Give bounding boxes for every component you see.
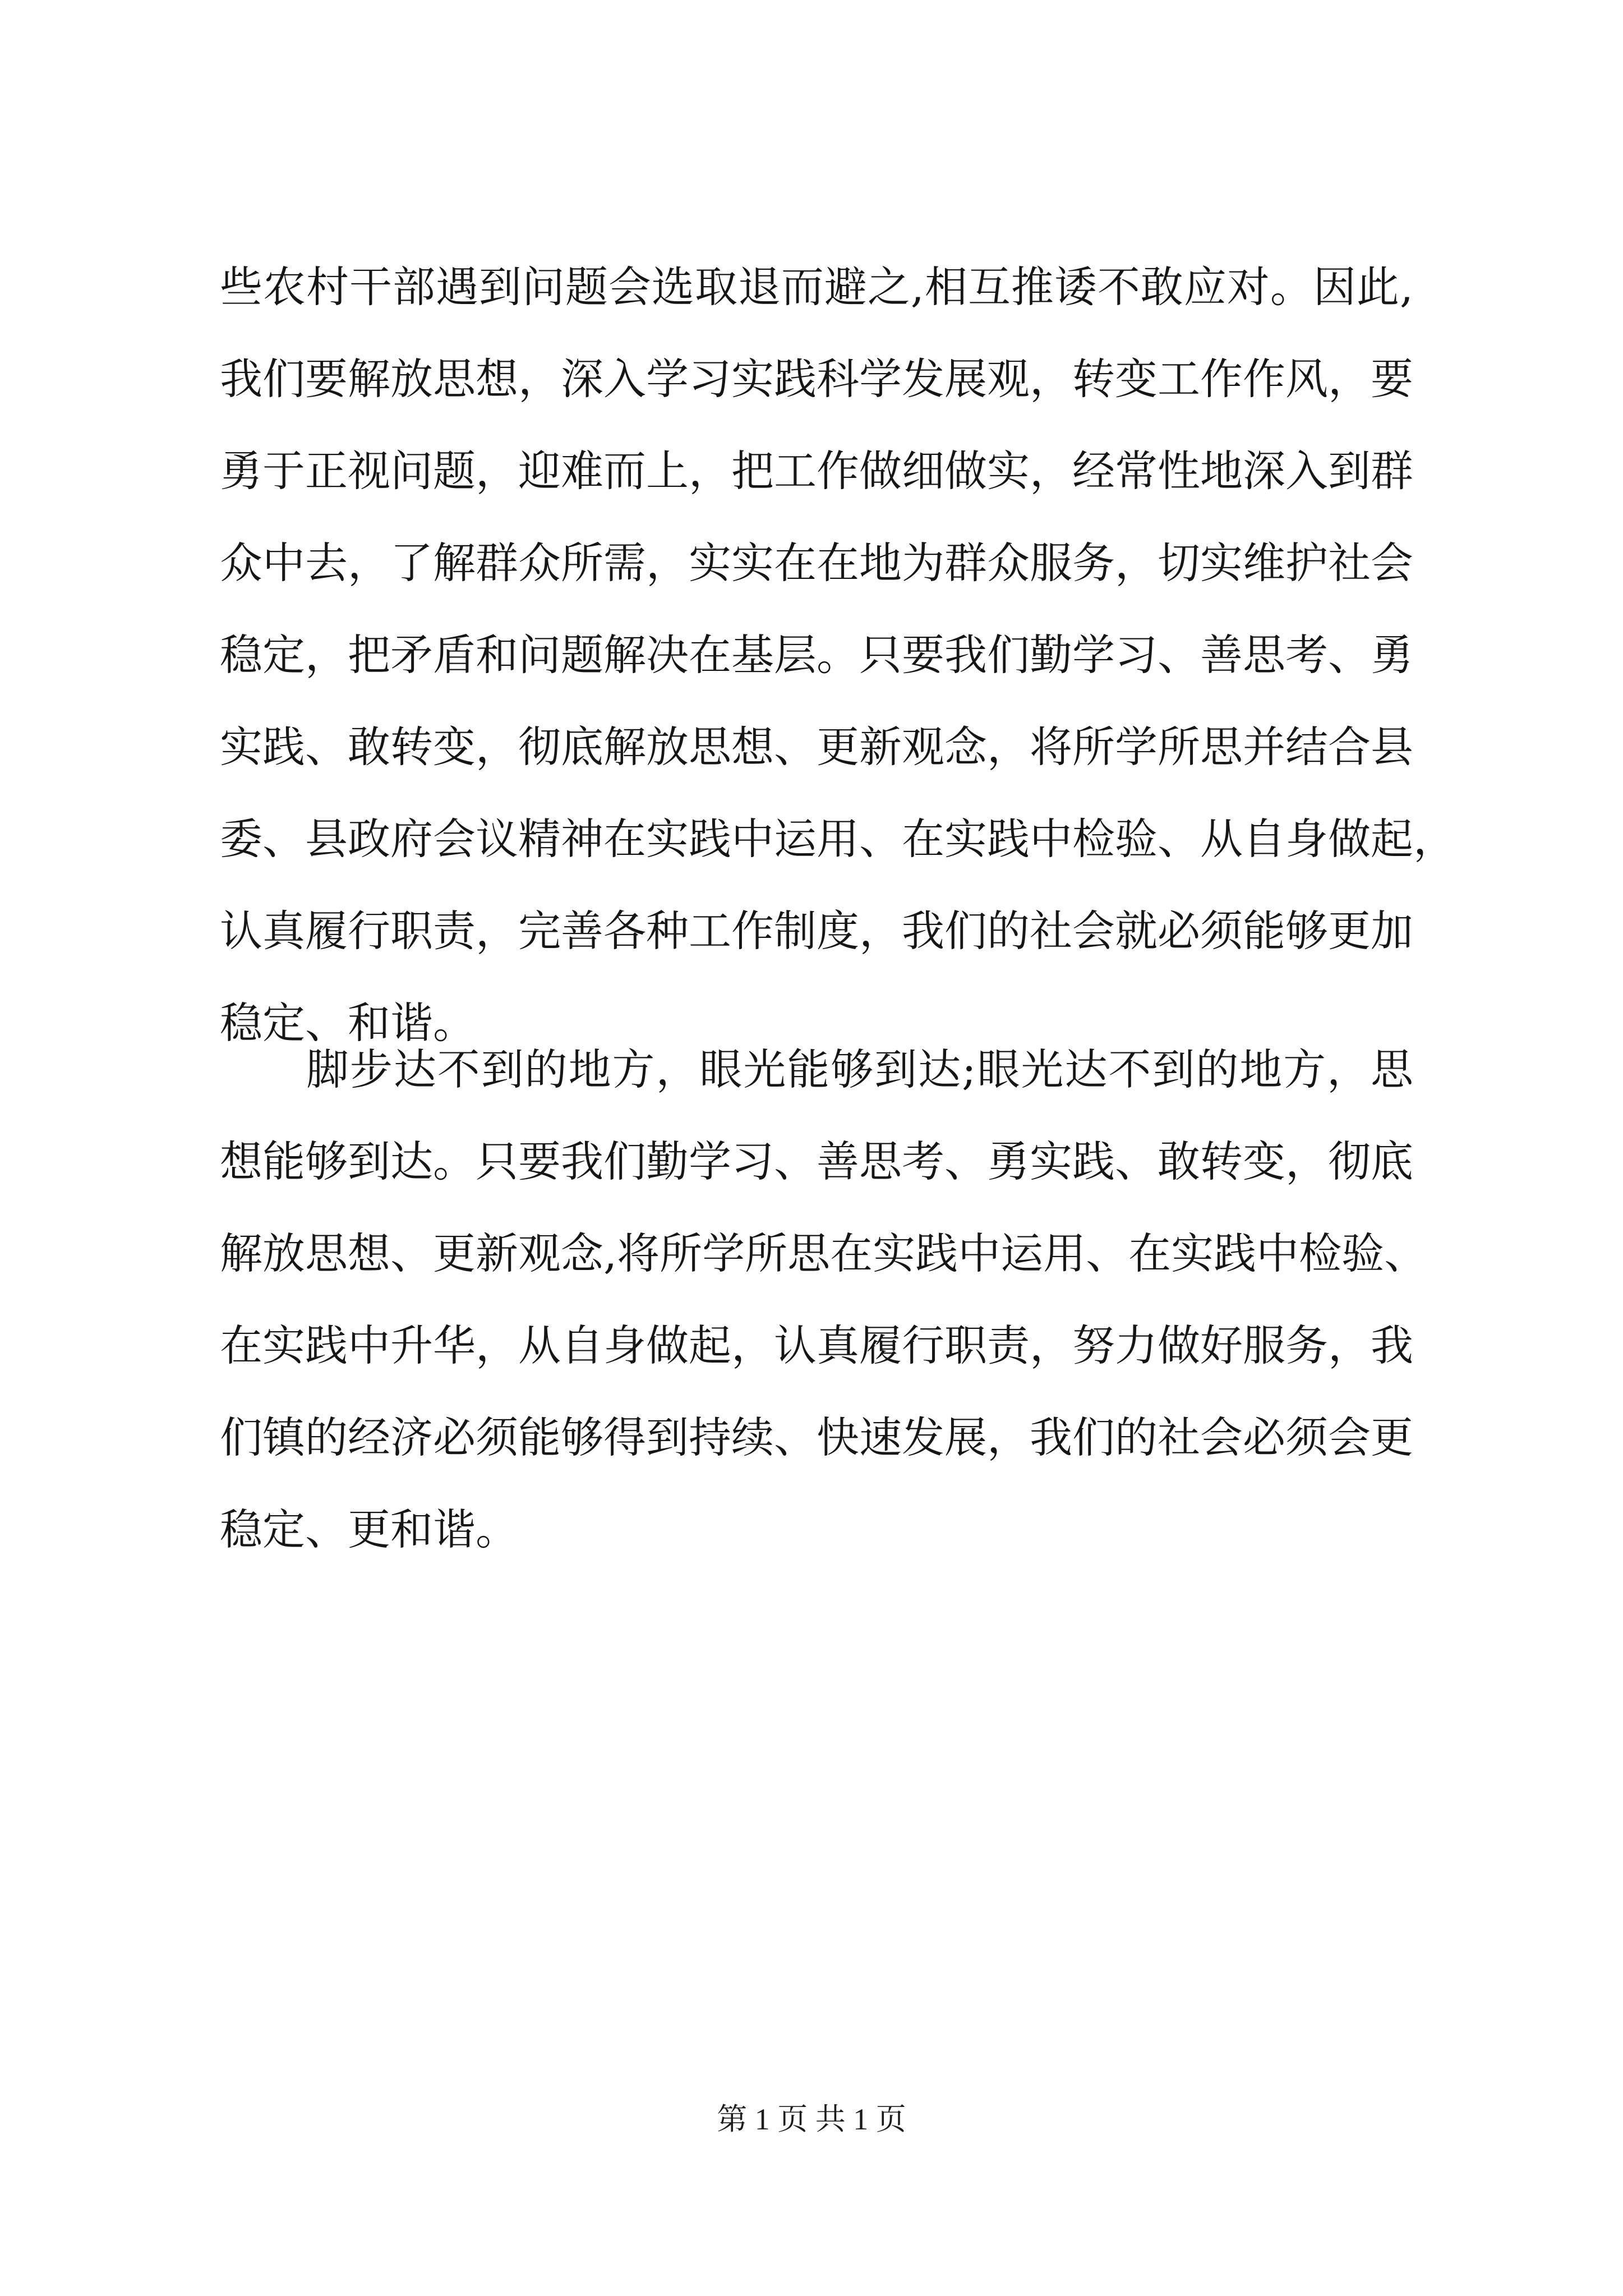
paragraph-line: 稳定，把矛盾和问题解决在基层。只要我们勤学习、善思考、勇 bbox=[220, 630, 1413, 680]
paragraph-line: 们镇的经济必须能够得到持续、快速发展，我们的社会必须会更 bbox=[220, 1412, 1413, 1462]
paragraph-line: 认真履行职责，完善各种工作制度，我们的社会就必须能够更加 bbox=[220, 906, 1413, 956]
paragraph-line: 些农村干部遇到问题会选取退而避之,相互推诿不敢应对。因此, bbox=[220, 262, 1413, 312]
paragraph-line: 委、县政府会议精神在实践中运用、在实践中检验、从自身做起， bbox=[220, 814, 1456, 864]
paragraph-line: 众中去，了解群众所需，实实在在地为群众服务，切实维护社会 bbox=[220, 538, 1413, 588]
paragraph-line: 稳定、和谐。 bbox=[220, 998, 476, 1048]
paragraph-line: 想能够到达。只要我们勤学习、善思考、勇实践、敢转变，彻底 bbox=[220, 1137, 1413, 1186]
page-footer: 第 1 页 共 1 页 bbox=[717, 2102, 906, 2136]
paragraph-line: 实践、敢转变，彻底解放思想、更新观念，将所学所思并结合县 bbox=[220, 722, 1413, 772]
paragraph-line: 脚步达不到的地方，眼光能够到达;眼光达不到的地方，思 bbox=[306, 1045, 1413, 1094]
paragraph-line: 我们要解放思想，深入学习实践科学发展观，转变工作作风，要 bbox=[220, 354, 1413, 404]
paragraph-line: 稳定、更和谐。 bbox=[220, 1504, 518, 1554]
paragraph-2 bbox=[220, 1024, 1427, 1576]
paragraph-line: 勇于正视问题，迎难而上，把工作做细做实，经常性地深入到群 bbox=[220, 446, 1413, 496]
paragraph-line: 解放思想、更新观念,将所学所思在实践中运用、在实践中检验、 bbox=[220, 1228, 1427, 1278]
paragraph-line: 在实践中升华，从自身做起，认真履行职责，努力做好服务，我 bbox=[220, 1320, 1413, 1370]
paragraph-1 bbox=[220, 241, 1456, 1069]
